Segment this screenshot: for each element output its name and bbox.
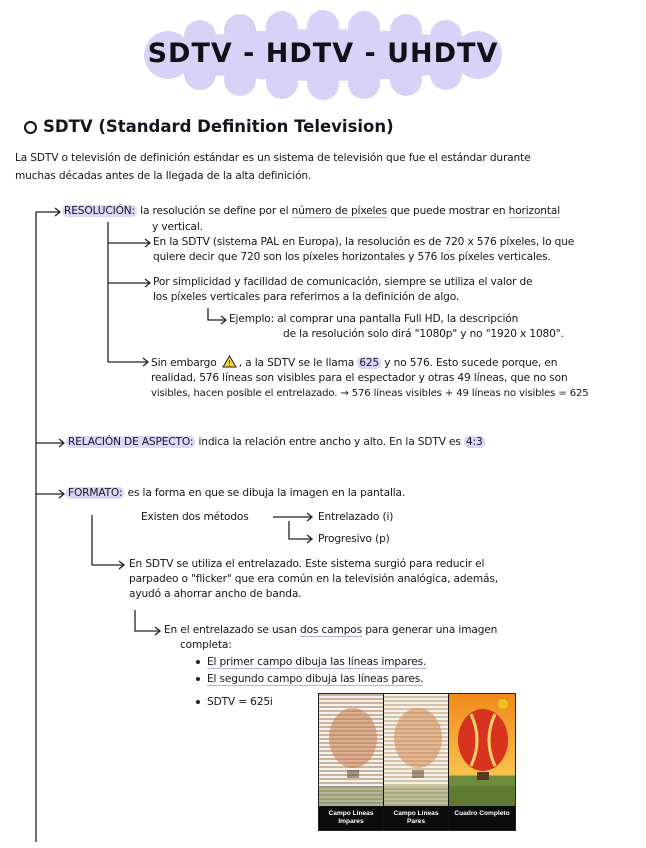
warning-icon xyxy=(222,355,237,368)
campos-line-1: En el entrelazado se usan dos campos para generar una imagen xyxy=(164,624,498,636)
realidad-line: realidad, 576 líneas son visibles para el espectador y otras 49 líneas, que no son xyxy=(151,372,568,384)
balloon-icon xyxy=(384,694,448,806)
campos-line-2: completa: xyxy=(180,639,232,651)
resolucion-line-2: y vertical. xyxy=(152,221,203,233)
resolucion-line-1: RESOLUCIÓN: la resolución se define por el número de píxeles que puede mostrar en horizontal xyxy=(64,205,560,217)
bullet-item: El segundo campo dibuja las líneas pares. xyxy=(196,673,423,685)
bullet-item: El primer campo dibuja las líneas impares. xyxy=(196,656,426,668)
bullet-dot-icon xyxy=(196,677,200,681)
balloon-icon xyxy=(449,694,515,806)
sin-embargo-line: Sin embargo ! , a la SDTV se le llama 625 y no 576. Esto sucede porque, en xyxy=(151,357,558,369)
uso-line-2: parpadeo o "flicker" que era común en la televisión analógica, además, xyxy=(129,573,498,585)
formato-line: FORMATO: es la forma en que se dibuja la imagen en la pantalla. xyxy=(68,487,406,499)
ejemplo-line-1: Ejemplo: al comprar una pantalla Full HD, la descripción xyxy=(229,313,519,325)
section-heading: SDTV (Standard Definition Television) xyxy=(24,117,394,136)
caption-even: Campo Líneas Pares xyxy=(384,806,448,830)
page-title: SDTV - HDTV - UHDTV xyxy=(147,38,499,69)
full-frame-panel xyxy=(449,694,515,830)
odd-field-panel xyxy=(319,694,383,830)
resolucion-label: RESOLUCIÓN: xyxy=(64,205,135,217)
bullet-dot-icon xyxy=(196,660,200,664)
caption-full: Cuadro Completo xyxy=(449,806,515,830)
intro-line-2: muchas décadas antes de la llegada de la alta definición. xyxy=(15,170,312,182)
progresivo-text: Progresivo (p) xyxy=(318,533,390,545)
uso-line-1: En SDTV se utiliza el entrelazado. Este sistema surgió para reducir el xyxy=(129,558,485,570)
relacion-label: RELACIÓN DE ASPECTO: xyxy=(68,436,194,448)
svg-text:!: ! xyxy=(227,359,231,368)
intro-line-1: La SDTV o televisión de definición estándar es un sistema de televisión que fue el estándar durante xyxy=(15,152,531,164)
entrelazado-text: Entrelazado (i) xyxy=(318,511,394,523)
balloon-icon xyxy=(319,694,383,806)
visibles-line: visibles, hacen posible el entrelazado. → 576 líneas visibles + 49 líneas no visibles = 625 xyxy=(151,388,589,399)
pal-line-2: quiere decir que 720 son los píxeles horizontales y 576 los píxeles verticales. xyxy=(153,251,551,263)
caption-odd: Campo Líneas Impares xyxy=(319,806,383,830)
uso-line-3: ayudó a ahorrar ancho de banda. xyxy=(129,588,302,600)
metodos-text: Existen dos métodos xyxy=(141,511,249,523)
pal-line-1: En la SDTV (sistema PAL en Europa), la resolución es de 720 x 576 píxeles, lo que xyxy=(153,236,575,248)
simplicidad-line-1: Por simplicidad y facilidad de comunicación, siempre se utiliza el valor de xyxy=(153,276,533,288)
simplicidad-line-2: los píxeles verticales para referirnos a la definición de algo. xyxy=(153,291,460,303)
bullet-dot-icon xyxy=(196,700,200,704)
bullet-item: SDTV = 625i xyxy=(196,696,273,708)
relacion-line: RELACIÓN DE ASPECTO: indica la relación entre ancho y alto. En la SDTV es 4:3 xyxy=(68,436,483,448)
interlace-figure xyxy=(318,693,516,831)
ejemplo-line-2: de la resolución solo dirá "1080p" y no "1920 x 1080". xyxy=(283,328,564,340)
even-field-panel xyxy=(384,694,448,830)
formato-label: FORMATO: xyxy=(68,487,123,499)
